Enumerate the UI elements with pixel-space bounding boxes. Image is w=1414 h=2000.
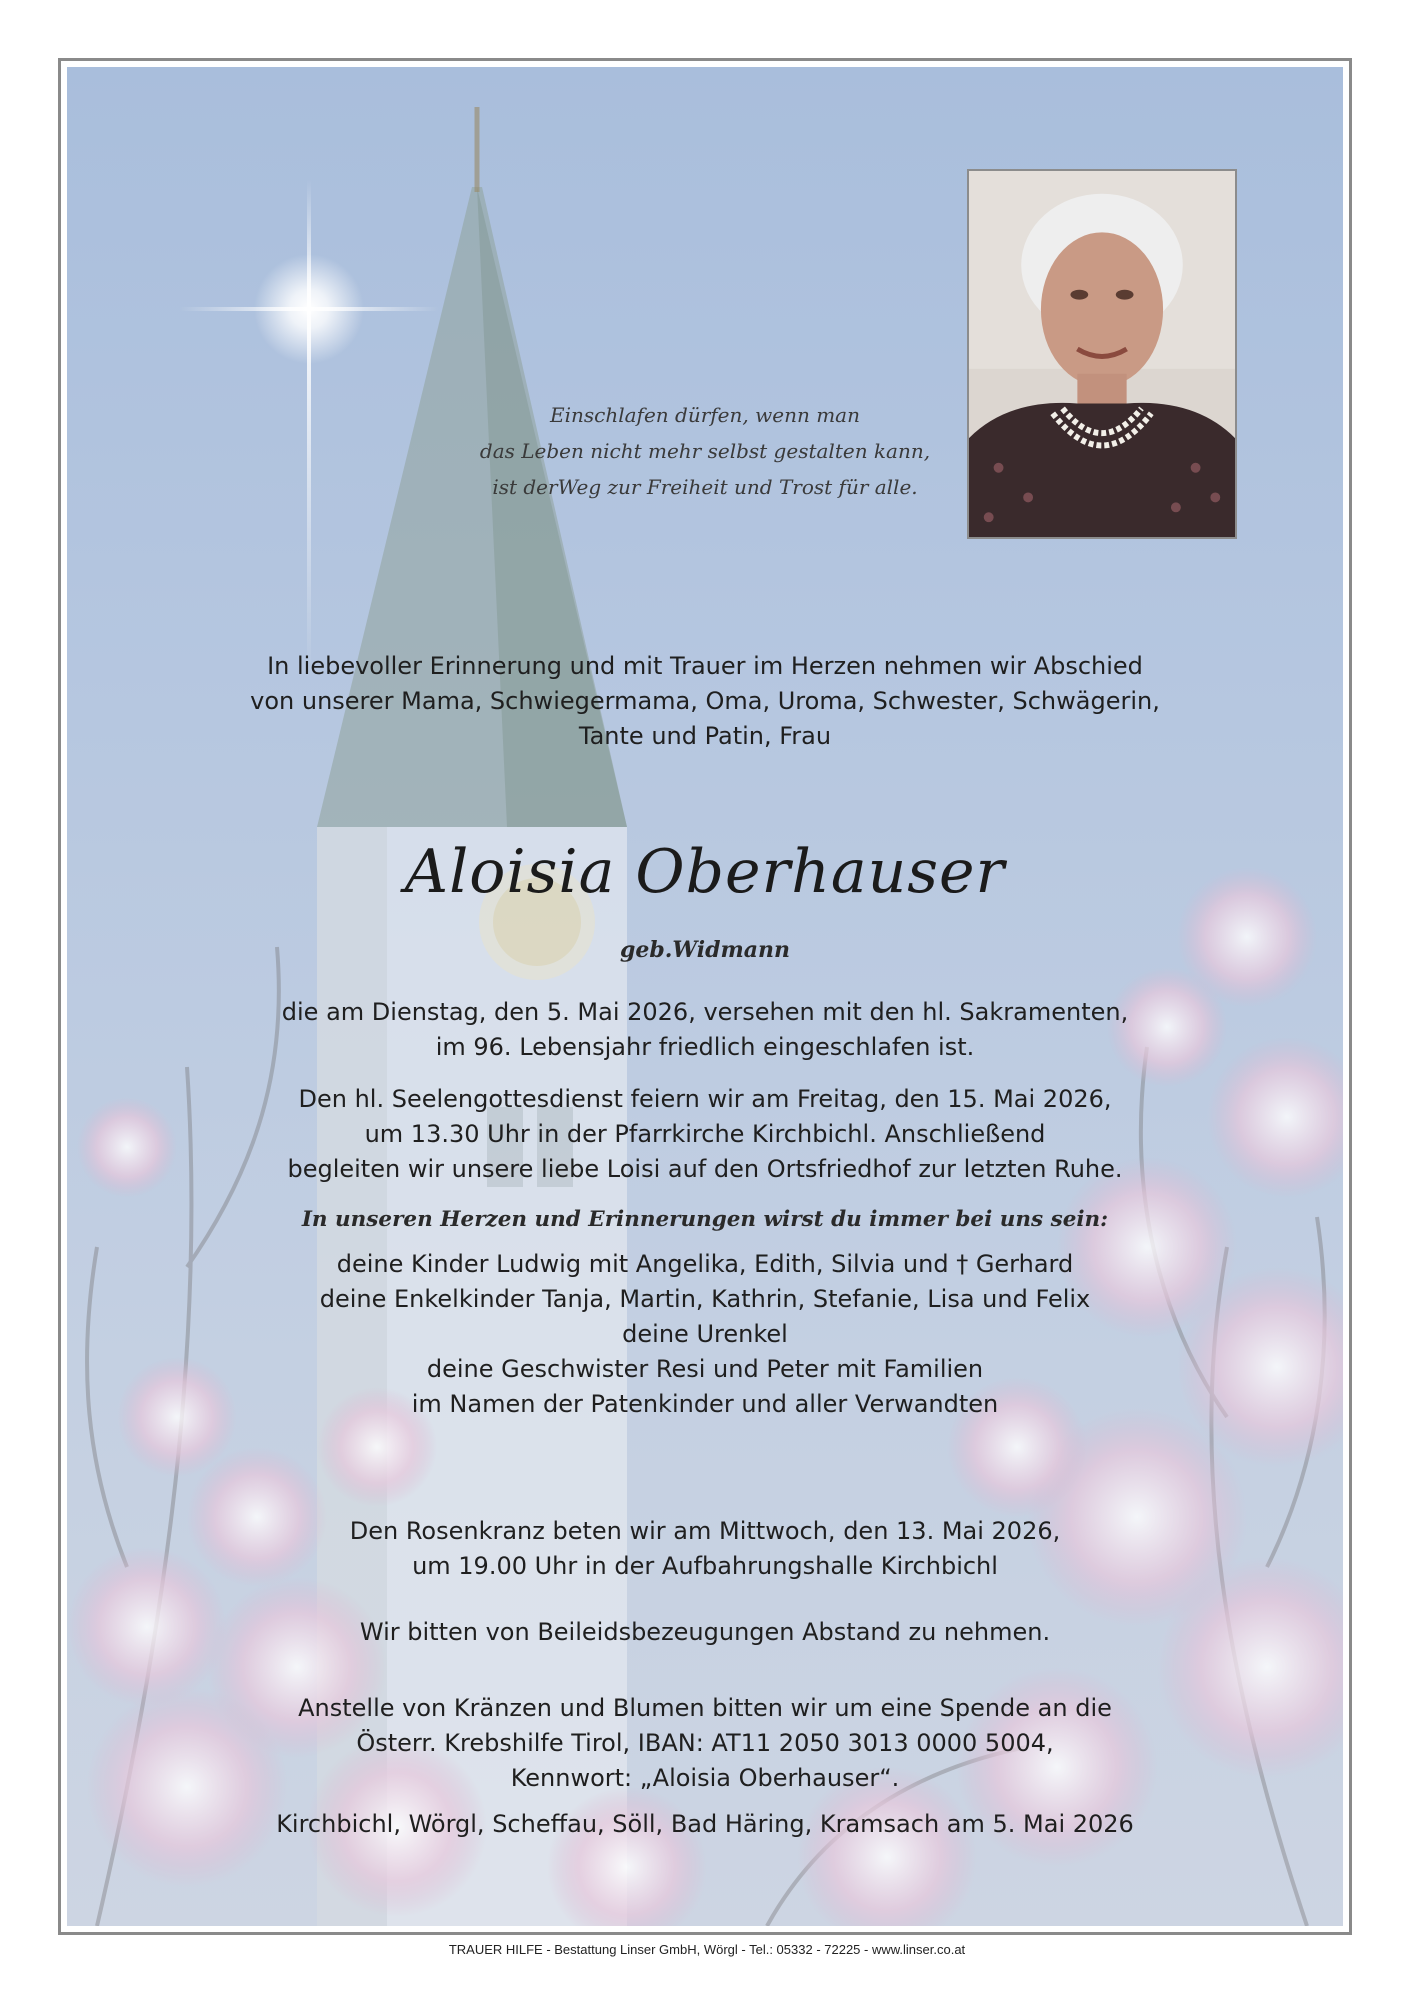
service-line: Den hl. Seelengottesdienst feiern wir am Freitag, den 15. Mai 2026,: [298, 1085, 1112, 1113]
service-details: [67, 1082, 1343, 1187]
mourner-line: deine Kinder Ludwig mit Angelika, Edith, Silvia und † Gerhard: [336, 1250, 1074, 1278]
mourner-line: deine Enkelkinder Tanja, Martin, Kathrin, Stefanie, Lisa und Felix: [319, 1285, 1091, 1313]
mourners-heading: In unseren Herzen und Erinnerungen wirst du immer bei uns sein:: [301, 1207, 1109, 1232]
intro-line: von unserer Mama, Schwiegermama, Oma, Uroma, Schwester, Schwägerin,: [250, 687, 1160, 715]
mourners-list: [67, 1247, 1343, 1422]
donation-line: Kennwort: „Aloisia Oberhauser“.: [510, 1764, 900, 1792]
intro-line: Tante und Patin, Frau: [578, 722, 832, 750]
condolences-note: Wir bitten von Beileidsbezeugungen Abstand zu nehmen.: [359, 1618, 1051, 1646]
footer-credit: TRAUER HILFE - Bestattung Linser GmbH, Wörgl - Tel.: 05332 - 72225 - www.linser.co.at: [448, 1942, 966, 1957]
rosary-line: um 19.00 Uhr in der Aufbahrungshalle Kirchbichl: [412, 1552, 998, 1580]
intro-paragraph: [67, 649, 1343, 754]
memorial-quote: [67, 397, 1343, 505]
quote-line: ist derWeg zur Freiheit und Trost für alle.: [492, 475, 918, 499]
donation-line: Anstelle von Kränzen und Blumen bitten wir um eine Spende an die: [298, 1694, 1112, 1722]
quote-line: das Leben nicht mehr selbst gestalten kann,: [479, 439, 931, 463]
rosary-line: Den Rosenkranz beten wir am Mittwoch, den 13. Mai 2026,: [349, 1517, 1061, 1545]
donation-line: Österr. Krebshilfe Tirol, IBAN: AT11 2050 3013 0000 5004,: [356, 1729, 1054, 1757]
obituary-frame: [58, 58, 1352, 1935]
mourner-line: deine Urenkel: [622, 1320, 788, 1348]
death-notice-line: die am Dienstag, den 5. Mai 2026, versehen mit den hl. Sakramenten,: [281, 998, 1129, 1026]
intro-line: In liebevoller Erinnerung und mit Trauer im Herzen nehmen wir Abschied: [267, 652, 1143, 680]
service-line: um 13.30 Uhr in der Pfarrkirche Kirchbichl. Anschließend: [364, 1120, 1046, 1148]
mourner-line: deine Geschwister Resi und Peter mit Familien: [426, 1355, 984, 1383]
death-notice-line: im 96. Lebensjahr friedlich eingeschlafen ist.: [435, 1033, 975, 1061]
quote-line: Einschlafen dürfen, wenn man: [550, 403, 860, 427]
death-notice: [67, 995, 1343, 1065]
obituary-panel: [67, 67, 1343, 1926]
deceased-name: Aloisia Oberhauser: [404, 837, 1006, 907]
mourner-line: im Namen der Patenkinder und aller Verwandten: [411, 1390, 999, 1418]
rosary-details: [67, 1514, 1343, 1584]
donation-request: [67, 1691, 1343, 1796]
service-line: begleiten wir unsere liebe Loisi auf den Ortsfriedhof zur letzten Ruhe.: [287, 1155, 1123, 1183]
places-and-date: Kirchbichl, Wörgl, Scheffau, Söll, Bad Häring, Kramsach am 5. Mai 2026: [276, 1810, 1134, 1838]
maiden-name: geb.Widmann: [619, 937, 790, 963]
